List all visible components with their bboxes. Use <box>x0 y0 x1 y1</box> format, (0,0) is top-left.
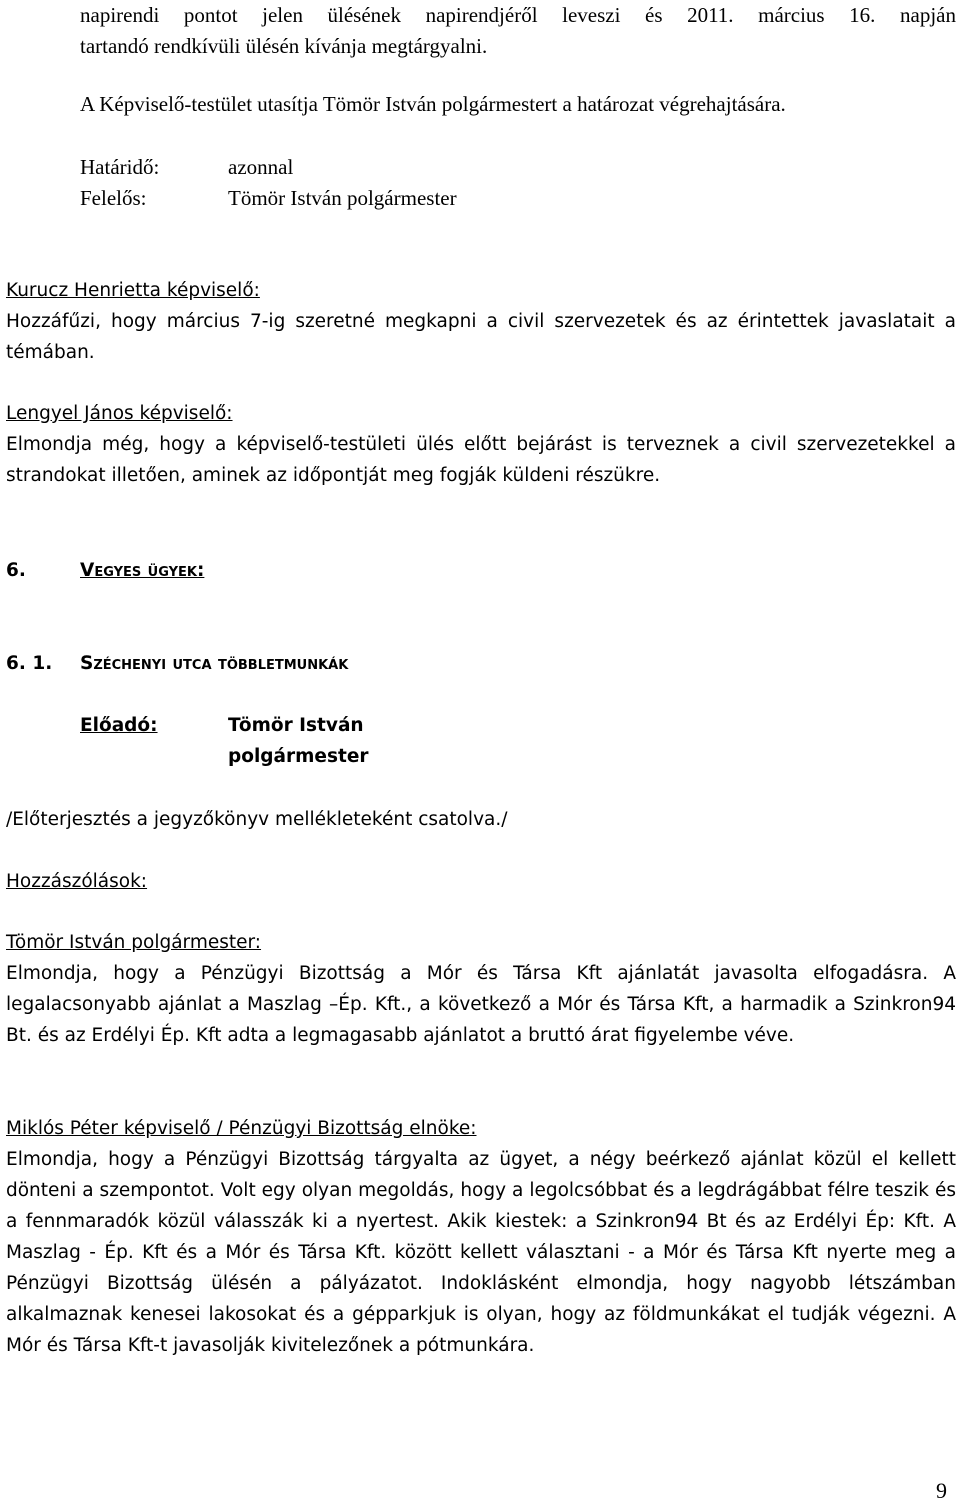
section-6-title: Vegyes ügyek: <box>80 560 205 581</box>
presenter-title: polgármester <box>228 746 369 767</box>
comments-heading: Hozzászólások: <box>6 871 148 892</box>
responsible-label: Felelős: <box>80 186 147 210</box>
deadline-value: azonnal <box>228 155 294 179</box>
miklos-text: Elmondja, hogy a Pénzügyi Bizottság tárgyalta az ügyet, a négy beérkező ajánlat közül el kellett dönteni a szempontot. Volt egy olyan megoldás, hogy a legolcsóbbat és a legdrágábbat félre teszik és a fennmaradók közül válasszák ki a nyertest. Akik kiestek: a Szinkron94 Bt és az Erdélyi Ép: Kft. A Maszlag - Ép. Kft és a Mór és Társa Kft. között kellett választani - a Mór és Társa Kft nyerte meg a Pénzügyi Bizottság ülésén a pályázatot. Indoklásként elmondja, hogy nagyobb létszámban alkalmaznak kenesei lakosokat és a gépparkjuk is olyan, hogy az földmunkákat el tudják végezni. A Mór és Társa Kft-t javasolják kivitelezőnek a pótmunkára. <box>6 1149 956 1356</box>
presenter-label: Előadó: <box>80 715 158 736</box>
lengyel-text: Elmondja még, hogy a képviselő-testületi ülés előtt bejárást is terveznek a civil szervezetekkel a strandokat illetően, aminek az időpontját meg fogják küldeni részükre. <box>6 434 956 486</box>
attachment-note: /Előterjesztés a jegyzőkönyv mellékleteként csatolva./ <box>6 809 508 830</box>
deadline-label: Határidő: <box>80 155 160 179</box>
page-number: 9 <box>936 1478 947 1503</box>
kurucz-text: Hozzáfűzi, hogy március 7-ig szeretné megkapni a civil szervezetek és az érintettek javaslatait a témában. <box>6 311 956 363</box>
speaker-lengyel: Lengyel János képviselő: <box>6 403 233 424</box>
speaker-tomor: Tömör István polgármester: <box>6 932 262 953</box>
section-6-1-number: 6. 1. <box>6 653 53 674</box>
presenter-name: Tömör István <box>228 715 364 736</box>
section-6-1-title: Széchenyi utca többletmunkák <box>80 653 349 674</box>
speaker-kurucz: Kurucz Henrietta képviselő: <box>6 280 260 301</box>
responsible-value: Tömör István polgármester <box>228 186 457 210</box>
tomor-text: Elmondja, hogy a Pénzügyi Bizottság a Mór és Társa Kft ajánlatát javasolta elfogadásra. A legalacsonyabb ajánlat a Maszlag –Ép. Kft., a következő a Mór és Társa Kft, a harmadik a Szinkron94 Bt. és az Erdélyi Ép. Kft adta a legmagasabb ajánlatot a bruttó árat figyelembe véve. <box>6 963 956 1046</box>
intro-line-1: napirendi pontot jelen ülésének napirendjéről leveszi és 2011. március 16. napján <box>80 3 956 27</box>
resolution-order: A Képviselő-testület utasítja Tömör István polgármestert a határozat végrehajtására. <box>80 92 786 116</box>
speaker-miklos: Miklós Péter képviselő / Pénzügyi Bizottság elnöke: <box>6 1118 477 1139</box>
section-6-number: 6. <box>6 560 26 581</box>
intro-line-2: tartandó rendkívüli ülésén kívánja megtárgyalni. <box>80 34 488 58</box>
